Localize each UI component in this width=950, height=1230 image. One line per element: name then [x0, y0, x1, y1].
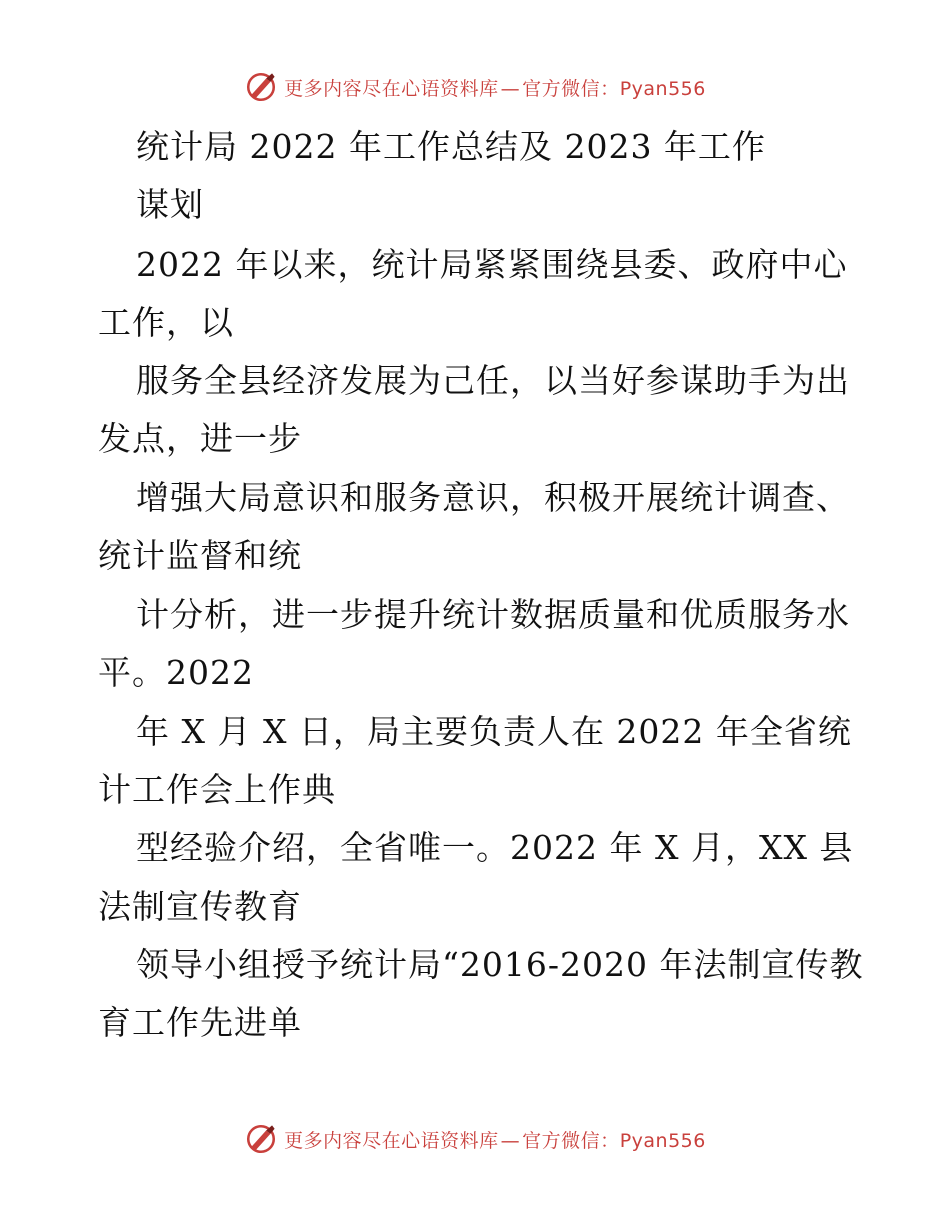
paragraph-line: 工作，以	[98, 303, 234, 342]
watermark-text	[284, 74, 706, 101]
paragraph-line: 法制宣传教育	[98, 887, 302, 926]
paragraph-line: 发点，进一步	[98, 419, 302, 458]
paragraph-line: 领导小组授予统计局“2016-2020 年法制宣传教	[136, 945, 864, 984]
watermark-wechat-id: Pyan556	[619, 1129, 706, 1152]
document-title-line-2: 谋划	[136, 185, 204, 224]
watermark-wechat-id: Pyan556	[619, 77, 706, 100]
paragraph-line: 计工作会上作典	[98, 770, 336, 809]
watermark-brand: 更多内容尽在心语资料库	[284, 1129, 499, 1152]
header-watermark	[0, 70, 950, 104]
footer-watermark	[0, 1122, 950, 1156]
watermark-wechat-label: 官方微信：	[522, 77, 620, 100]
paragraph-line: 增强大局意识和服务意识，积极开展统计调查、	[136, 478, 850, 517]
paragraph-line: 2022 年以来，统计局紧紧围绕县委、政府中心	[136, 245, 848, 284]
document-title-line-1: 统计局 2022 年工作总结及 2023 年工作	[136, 127, 766, 166]
paragraph-line: 计分析，进一步提升统计数据质量和优质服务水	[136, 595, 850, 634]
paragraph-line: 年 X 月 X 日，局主要负责人在 2022 年全省统	[136, 712, 852, 751]
watermark-text	[284, 1126, 706, 1153]
watermark-brand: 更多内容尽在心语资料库	[284, 77, 499, 100]
paragraph-line: 统计监督和统	[98, 536, 302, 575]
pen-circle-logo-icon	[244, 70, 278, 104]
paragraph-line: 育工作先进单	[98, 1003, 302, 1042]
paragraph-line: 平。2022	[98, 653, 254, 692]
paragraph-line: 服务全县经济发展为己任，以当好参谋助手为出	[136, 361, 850, 400]
watermark-wechat-label: 官方微信：	[522, 1129, 620, 1152]
paragraph-line: 型经验介绍，全省唯一。2022 年 X 月，XX 县	[136, 828, 854, 867]
watermark-dash: —	[500, 77, 521, 100]
pen-circle-logo-icon	[244, 1122, 278, 1156]
watermark-dash: —	[500, 1129, 521, 1152]
